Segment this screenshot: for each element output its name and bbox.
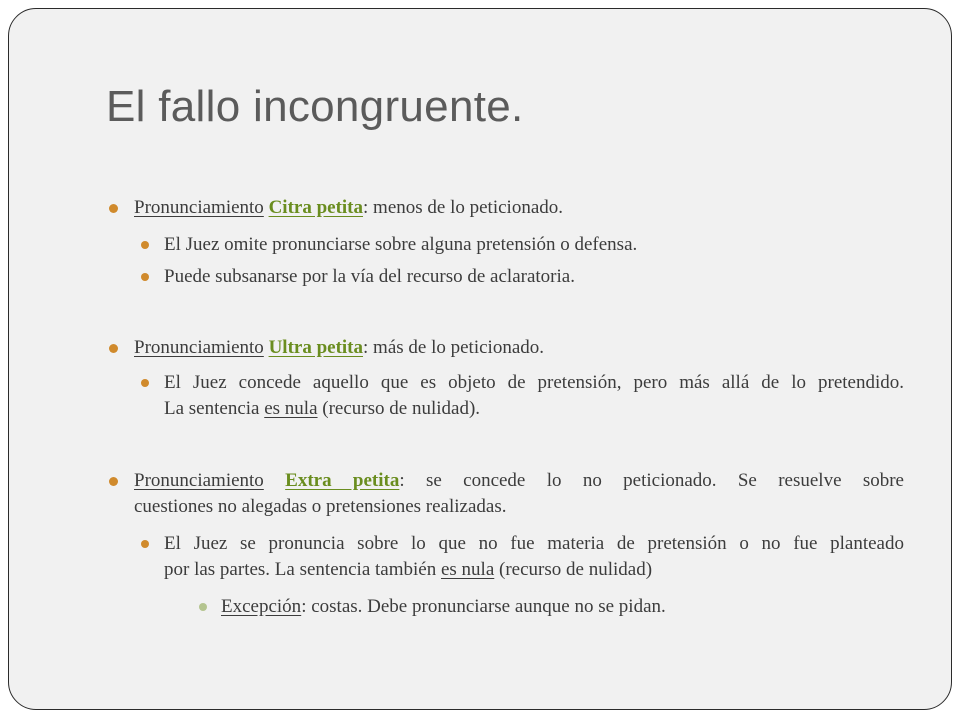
sub-item-line: El Juez se pronuncia sobre lo que no fue materia de pretensión o no fue planteado (164, 533, 904, 554)
extra-petita-description: : se concede lo no peticionado. Se resuelve sobre (399, 470, 904, 491)
extra-petita-line (134, 468, 904, 494)
sub-sub-item-exception (221, 594, 904, 620)
pronunciamiento-label: Pronunciamiento (134, 470, 264, 491)
pronunciamiento-label: Pronunciamiento (134, 197, 264, 218)
bullet-extra-petita (134, 468, 904, 520)
exception-label: Excepción (221, 596, 302, 617)
bullet-dot-icon (199, 603, 207, 611)
sub-item (164, 264, 904, 290)
sub-item (164, 232, 904, 258)
bullet-dot-icon (141, 540, 149, 548)
sub-item-text: El Juez omite pronunciarse sobre alguna pretensión o defensa. (164, 234, 638, 255)
sub-item (164, 531, 904, 583)
term-ultra-petita: Ultra petita (268, 337, 364, 358)
sub-item-line (164, 396, 904, 422)
bullet-dot-icon (141, 241, 149, 249)
sub-item-line: El Juez concede aquello que es objeto de pretensión, pero más allá de lo pretendido. (164, 372, 904, 393)
citra-petita-description: : menos de lo peticionado. (363, 197, 563, 218)
bullet-dot-icon (141, 273, 149, 281)
bullet-dot-icon (109, 477, 118, 486)
bullet-ultra-petita (134, 335, 904, 361)
sub-item (164, 370, 904, 422)
bullet-dot-icon (109, 344, 118, 353)
term-extra-petita: Extra petita (285, 470, 400, 491)
es-nula-text: es nula (264, 398, 318, 419)
sub-item-line (164, 557, 904, 583)
slide-title: El fallo incongruente. (106, 82, 524, 131)
ultra-petita-description: : más de lo peticionado. (363, 337, 544, 358)
sub-item-text: Puede subsanarse por la vía del recurso de aclaratoria. (164, 266, 575, 287)
bullet-dot-icon (141, 379, 149, 387)
sub-item-text: (recurso de nulidad) (494, 559, 653, 580)
term-citra-petita: Citra petita (268, 197, 364, 218)
sub-item-text: por las partes. La sentencia también (164, 559, 441, 580)
exception-text: : costas. Debe pronunciarse aunque no se pidan. (301, 596, 666, 617)
sub-item-text: La sentencia (164, 398, 265, 419)
pronunciamiento-label: Pronunciamiento (134, 337, 264, 358)
extra-petita-line: cuestiones no alegadas o pretensiones realizadas. (134, 496, 507, 517)
bullet-citra-petita (134, 195, 904, 221)
sub-item-text: (recurso de nulidad). (317, 398, 481, 419)
bullet-dot-icon (109, 204, 118, 213)
es-nula-text: es nula (440, 559, 495, 580)
